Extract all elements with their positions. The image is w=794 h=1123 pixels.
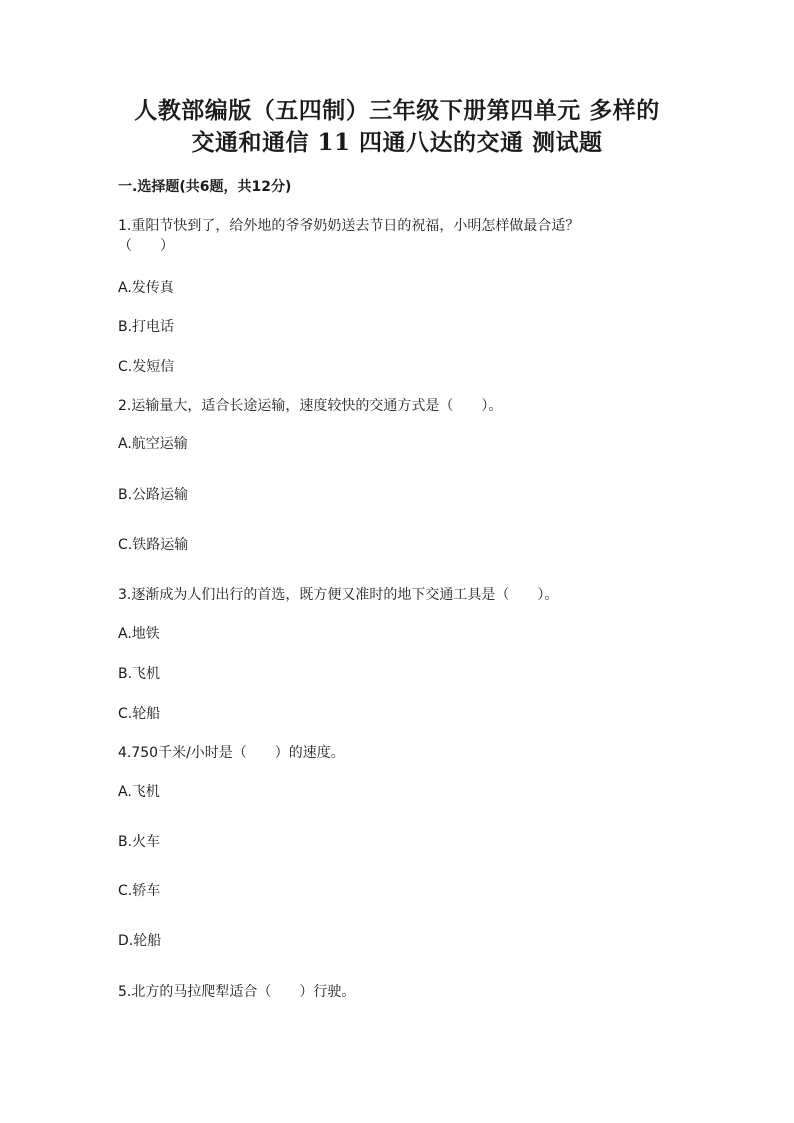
question-3-stem: 3.逐渐成为人们出行的首选，既方便又准时的地下交通工具是（ ）。 bbox=[118, 587, 559, 603]
question-2-option-b: B.公路运输 bbox=[118, 487, 189, 503]
document-title-line-2: 交通和通信 11 四通八达的交通 测试题 bbox=[191, 129, 603, 156]
question-4-stem: 4.750千米/小时是（ ）的速度。 bbox=[118, 745, 345, 761]
question-3-option-c: C.轮船 bbox=[118, 706, 161, 722]
question-1-option-b: B.打电话 bbox=[118, 319, 175, 335]
question-5-stem: 5.北方的马拉爬犁适合（ ）行驶。 bbox=[118, 984, 356, 1000]
question-2-stem: 2.运输量大，适合长途运输，速度较快的交通方式是（ ）。 bbox=[118, 398, 503, 414]
question-1-option-c: C.发短信 bbox=[118, 359, 175, 375]
question-1-option-a: A.发传真 bbox=[118, 280, 174, 296]
question-3-option-a: A.地铁 bbox=[118, 626, 160, 642]
question-4-option-b: B.火车 bbox=[118, 834, 161, 850]
document-title-line-1: 人教部编版（五四制）三年级下册第四单元 多样的 bbox=[134, 97, 660, 124]
question-2-option-a: A.航空运输 bbox=[118, 436, 188, 452]
section-heading: 一.选择题(共6题，共12分) bbox=[118, 179, 292, 195]
question-4-option-a: A.飞机 bbox=[118, 784, 160, 800]
question-2-option-c: C.铁路运输 bbox=[118, 537, 189, 553]
question-4-option-d: D.轮船 bbox=[118, 933, 162, 949]
question-4-option-c: C.轿车 bbox=[118, 883, 161, 899]
question-1-stem-continued: （ ） bbox=[118, 238, 174, 254]
question-1-stem: 1.重阳节快到了，给外地的爷爷奶奶送去节日的祝福，小明怎样做最合适？ bbox=[118, 218, 580, 234]
question-3-option-b: B.飞机 bbox=[118, 666, 161, 682]
